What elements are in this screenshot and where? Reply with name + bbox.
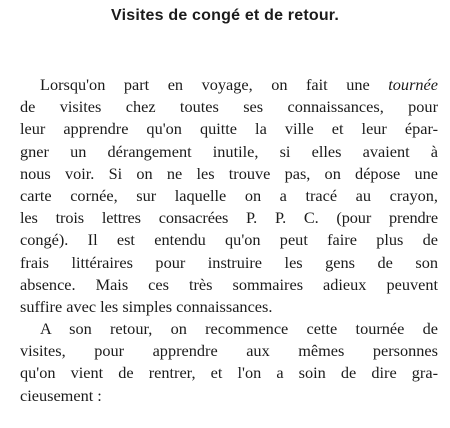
body-text bbox=[20, 74, 438, 407]
italic-word: tournée bbox=[388, 75, 438, 94]
paragraph-2-line-3: qu'on vient de rentrer, et l'on a soin de dire gra- bbox=[20, 363, 438, 383]
paragraph-1-line-5: nous voir. Si on ne les trouve pas, on dépose une bbox=[20, 163, 438, 183]
paragraph-1-line-8: congé). Il est entendu qu'on peut faire plus de bbox=[20, 230, 438, 250]
line-text: Lorsqu'on part en voyage, on fait une bbox=[40, 75, 389, 94]
paragraph-2-line-2: visites, pour apprendre aux mêmes personnes bbox=[20, 341, 438, 361]
paragraph-1-line-9: frais littéraires pour instruire les gens de son bbox=[20, 252, 438, 272]
paragraph-1-line-1 bbox=[20, 74, 438, 96]
paragraph-1-line-3: leur apprendre qu'on quitte la ville et leur épar- bbox=[20, 119, 438, 139]
paragraph-1-line-10: absence. Mais ces très sommaires adieux peuvent bbox=[20, 274, 438, 294]
paragraph-1-line-2: de visites chez toutes ses connaissances, pour bbox=[20, 97, 438, 117]
page-title: Visites de congé et de retour. bbox=[111, 7, 339, 24]
paragraph-1-line-6: carte cornée, sur laquelle on a tracé au crayon, bbox=[20, 185, 438, 205]
paragraph-1-line-4: gner un dérangement inutile, si elles avaient à bbox=[20, 141, 438, 161]
paragraph-2-line-4: cieusement : bbox=[20, 385, 102, 405]
paragraph-1-line-7: les trois lettres consacrées P. P. C. (pour prendre bbox=[20, 208, 438, 228]
paragraph-1-line-11: suffire avec les simples connaissances. bbox=[20, 296, 273, 316]
paragraph-2-line-1: A son retour, on recommence cette tournée de bbox=[40, 319, 438, 339]
